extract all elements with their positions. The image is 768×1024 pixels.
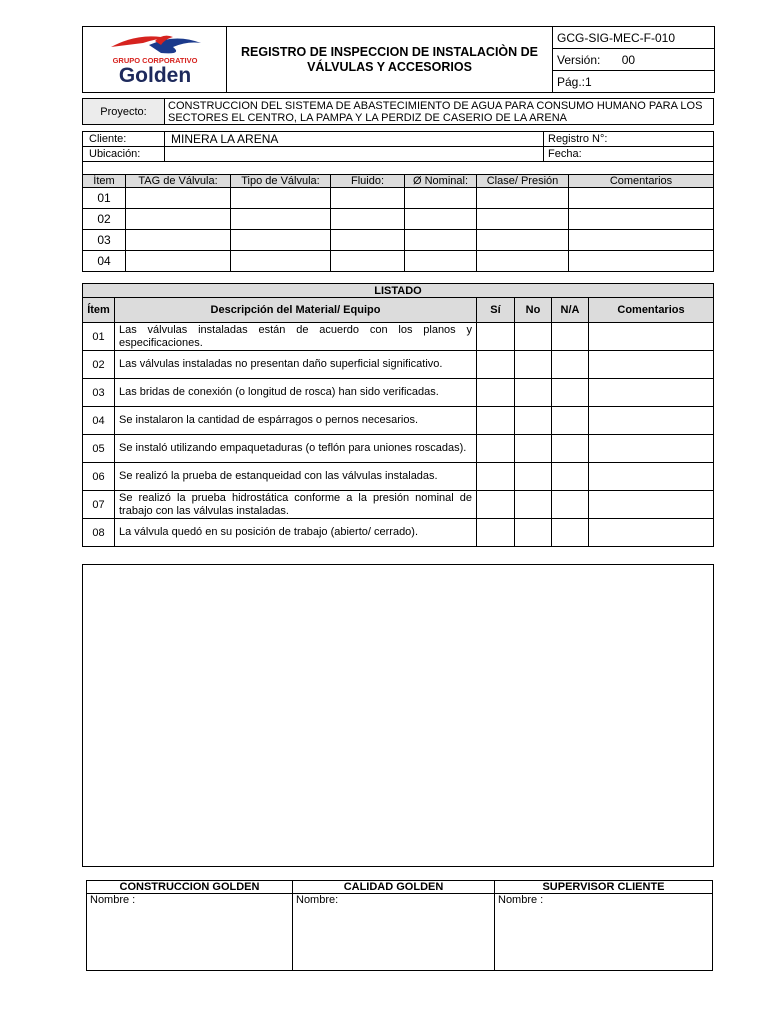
na-checkbox[interactable] [552, 323, 589, 351]
col-nominal: Ø Nominal: [405, 175, 477, 188]
no-checkbox[interactable] [515, 407, 552, 435]
nominal-cell[interactable] [405, 230, 477, 251]
client-value[interactable]: MINERA LA ARENA [165, 132, 544, 147]
table-row [83, 351, 714, 379]
col-comentarios: Comentarios [569, 175, 714, 188]
sig-calidad-field[interactable]: Nombre: [293, 894, 495, 971]
comentario-cell[interactable] [589, 491, 714, 519]
row-number: 01 [83, 188, 126, 209]
row-number: 04 [83, 407, 115, 435]
title-line-1: REGISTRO DE INSPECCION DE INSTALACIÒN DE [240, 44, 538, 59]
items-header-row [83, 175, 714, 188]
na-checkbox[interactable] [552, 491, 589, 519]
col-tag: TAG de Válvula: [126, 175, 231, 188]
si-checkbox[interactable] [477, 463, 515, 491]
signatures-header-row [87, 881, 713, 894]
row-number: 06 [83, 463, 115, 491]
document-header [82, 26, 715, 93]
no-checkbox[interactable] [515, 491, 552, 519]
tag-cell[interactable] [126, 209, 231, 230]
nominal-cell[interactable] [405, 188, 477, 209]
col-item: Ítem [83, 298, 115, 323]
table-row [83, 188, 714, 209]
na-checkbox[interactable] [552, 519, 589, 547]
document-version [553, 49, 715, 71]
si-checkbox[interactable] [477, 435, 515, 463]
row-description: Las válvulas instaladas están de acuerdo con los planos y especificaciones. [115, 323, 477, 351]
sig-header-calidad: CALIDAD GOLDEN [293, 881, 495, 894]
table-row [83, 463, 714, 491]
si-checkbox[interactable] [477, 351, 515, 379]
comentario-cell[interactable] [589, 351, 714, 379]
version-label: Versión: [557, 52, 601, 67]
row-number: 02 [83, 209, 126, 230]
fluido-cell[interactable] [331, 251, 405, 272]
table-row [83, 519, 714, 547]
no-checkbox[interactable] [515, 379, 552, 407]
tag-cell[interactable] [126, 188, 231, 209]
row-number: 04 [83, 251, 126, 272]
no-checkbox[interactable] [515, 323, 552, 351]
col-clase: Clase/ Presión [477, 175, 569, 188]
version-value: 00 [621, 52, 636, 67]
comentario-cell[interactable] [589, 407, 714, 435]
si-checkbox[interactable] [477, 519, 515, 547]
company-logo [83, 27, 227, 93]
table-row [83, 323, 714, 351]
svg-text:GRUPO CORPORATIVO: GRUPO CORPORATIVO [112, 56, 197, 65]
fecha-field[interactable]: Fecha: [544, 147, 714, 162]
si-checkbox[interactable] [477, 491, 515, 519]
si-checkbox[interactable] [477, 323, 515, 351]
col-tipo: Tipo de Válvula: [231, 175, 331, 188]
row-description: Se realizó la prueba hidrostática conforme a la presión nominal de trabajo con las válvulas instaladas. [115, 491, 477, 519]
client-section [82, 131, 714, 175]
signatures-table [86, 880, 713, 971]
fluido-cell[interactable] [331, 209, 405, 230]
col-comentarios: Comentarios [589, 298, 714, 323]
na-checkbox[interactable] [552, 379, 589, 407]
table-row [83, 209, 714, 230]
comentario-cell[interactable] [569, 209, 714, 230]
tipo-cell[interactable] [231, 230, 331, 251]
comentario-cell[interactable] [589, 323, 714, 351]
sig-supervisor-field[interactable]: Nombre : [495, 894, 713, 971]
no-checkbox[interactable] [515, 519, 552, 547]
row-description: Se realizó la prueba de estanqueidad con las válvulas instaladas. [115, 463, 477, 491]
row-description: Se instalaron la cantidad de espárragos o pernos necesarios. [115, 407, 477, 435]
na-checkbox[interactable] [552, 351, 589, 379]
listado-header-row [83, 298, 714, 323]
comentario-cell[interactable] [569, 251, 714, 272]
document-title [227, 27, 553, 93]
row-description: La válvula quedó en su posición de trabajo (abierto/ cerrado). [115, 519, 477, 547]
si-checkbox[interactable] [477, 379, 515, 407]
clase-cell[interactable] [477, 251, 569, 272]
tipo-cell[interactable] [231, 188, 331, 209]
row-description: Las bridas de conexión (o longitud de rosca) han sido verificadas. [115, 379, 477, 407]
valve-items-table [82, 174, 714, 272]
col-descripcion: Descripción del Material/ Equipo [115, 298, 477, 323]
observations-box[interactable] [82, 564, 714, 867]
sig-header-supervisor: SUPERVISOR CLIENTE [495, 881, 713, 894]
table-row [83, 230, 714, 251]
spacer-row [83, 162, 714, 175]
row-number: 02 [83, 351, 115, 379]
no-checkbox[interactable] [515, 351, 552, 379]
project-section [82, 98, 714, 125]
tag-cell[interactable] [126, 230, 231, 251]
client-label: Cliente: [83, 132, 165, 147]
comentario-cell[interactable] [569, 188, 714, 209]
clase-cell[interactable] [477, 230, 569, 251]
location-value[interactable] [165, 147, 544, 162]
svg-text:Golden: Golden [118, 64, 191, 85]
project-label: Proyecto: [83, 99, 165, 125]
sig-header-construccion: CONSTRUCCION GOLDEN [87, 881, 293, 894]
comentario-cell[interactable] [589, 519, 714, 547]
fluido-cell[interactable] [331, 188, 405, 209]
tag-cell[interactable] [126, 251, 231, 272]
project-value[interactable]: CONSTRUCCION DEL SISTEMA DE ABASTECIMIENTO DE AGUA PARA CONSUMO HUMANO PARA LOS SECTORES EL CENTRO, LA PAMPA Y LA PERDIZ DE CASERIO DE LA ARENA [165, 99, 714, 125]
golden-logo-icon [91, 29, 219, 85]
no-checkbox[interactable] [515, 463, 552, 491]
title-line-2: VÁLVULAS Y ACCESORIOS [307, 59, 472, 74]
listado-table [82, 283, 714, 547]
row-number: 07 [83, 491, 115, 519]
clase-cell[interactable] [477, 188, 569, 209]
comentario-cell[interactable] [589, 435, 714, 463]
no-checkbox[interactable] [515, 435, 552, 463]
col-na: N/A [552, 298, 589, 323]
col-fluido: Fluido: [331, 175, 405, 188]
comentario-cell[interactable] [569, 230, 714, 251]
comentario-cell[interactable] [589, 379, 714, 407]
row-number: 01 [83, 323, 115, 351]
nominal-cell[interactable] [405, 251, 477, 272]
location-label: Ubicación: [83, 147, 165, 162]
nominal-cell[interactable] [405, 209, 477, 230]
na-checkbox[interactable] [552, 435, 589, 463]
col-si: Sí [477, 298, 515, 323]
document-code: GCG-SIG-MEC-F-010 [553, 27, 715, 49]
clase-cell[interactable] [477, 209, 569, 230]
si-checkbox[interactable] [477, 407, 515, 435]
signatures-row [87, 894, 713, 971]
sig-construccion-field[interactable]: Nombre : [87, 894, 293, 971]
row-description: Las válvulas instaladas no presentan daño superficial significativo. [115, 351, 477, 379]
row-number: 05 [83, 435, 115, 463]
table-row [83, 435, 714, 463]
na-checkbox[interactable] [552, 407, 589, 435]
col-no: No [515, 298, 552, 323]
col-item: Ítem [83, 175, 126, 188]
row-number: 08 [83, 519, 115, 547]
comentario-cell[interactable] [589, 463, 714, 491]
table-row [83, 491, 714, 519]
row-number: 03 [83, 379, 115, 407]
row-number: 03 [83, 230, 126, 251]
registro-field[interactable]: Registro N°: [544, 132, 714, 147]
document-page: Pág.:1 [553, 71, 715, 93]
na-checkbox[interactable] [552, 463, 589, 491]
table-row [83, 379, 714, 407]
fluido-cell[interactable] [331, 230, 405, 251]
tipo-cell[interactable] [231, 251, 331, 272]
tipo-cell[interactable] [231, 209, 331, 230]
listado-title: LISTADO [83, 284, 714, 298]
table-row [83, 251, 714, 272]
row-description: Se instaló utilizando empaquetaduras (o teflón para uniones roscadas). [115, 435, 477, 463]
table-row [83, 407, 714, 435]
